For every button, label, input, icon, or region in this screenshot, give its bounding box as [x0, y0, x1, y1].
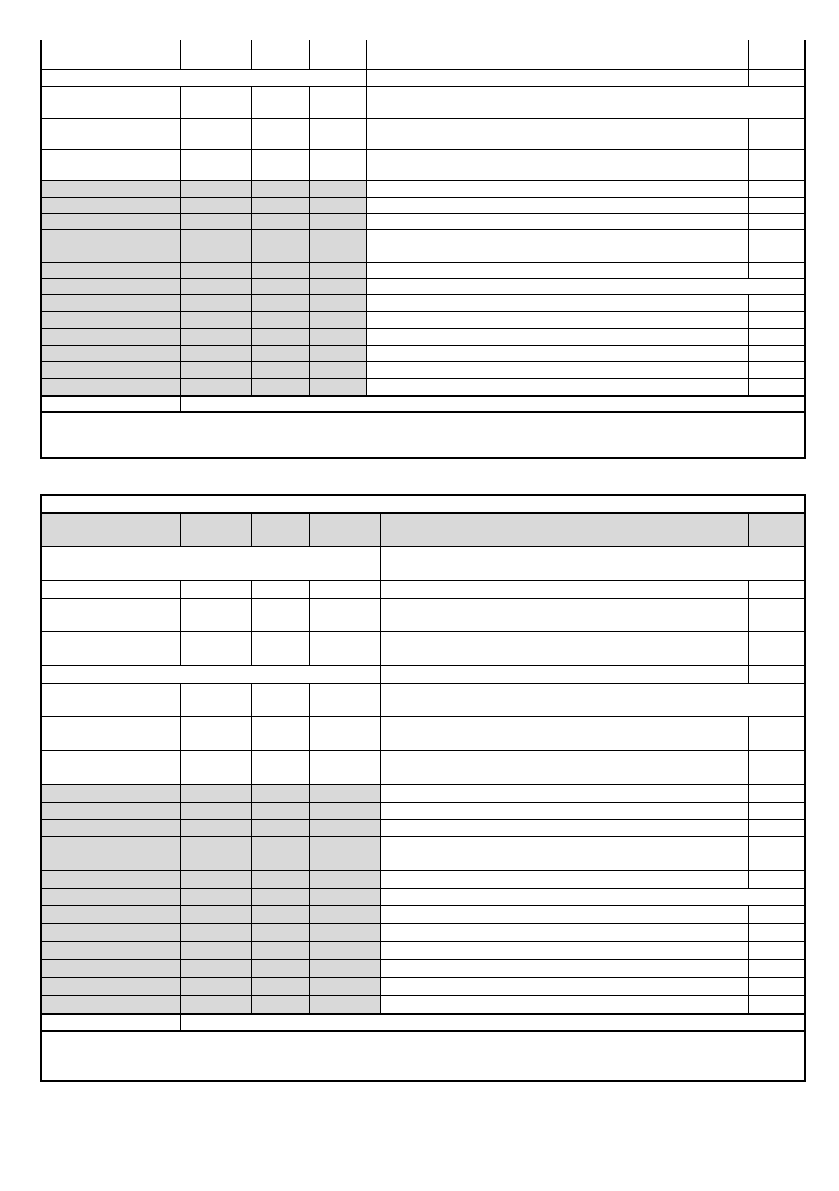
column-rule	[180, 40, 181, 69]
row-rule	[40, 197, 806, 198]
row-rule	[40, 631, 806, 632]
row-rule	[40, 750, 806, 751]
column-rule	[748, 40, 749, 86]
column-rule	[40, 40, 42, 459]
row-rule	[40, 941, 806, 942]
column-rule	[309, 86, 310, 397]
column-rule	[251, 683, 252, 1014]
row-rule	[40, 905, 806, 906]
row-rule	[40, 262, 806, 263]
column-rule	[180, 513, 181, 546]
row-rule	[40, 959, 806, 960]
column-rule	[40, 494, 42, 1082]
column-rule	[180, 86, 181, 411]
row-rule	[40, 180, 806, 181]
row-rule	[40, 395, 806, 397]
column-rule	[251, 40, 252, 69]
row-rule	[40, 802, 806, 803]
column-rule	[804, 494, 806, 1082]
row-rule	[40, 149, 806, 150]
table-title-row	[42, 496, 804, 512]
column-rule	[748, 513, 749, 546]
column-rule	[748, 294, 749, 395]
row-rule	[40, 512, 806, 514]
row-rule	[40, 977, 806, 978]
row-rule	[40, 665, 806, 666]
row-rule	[40, 923, 806, 924]
lower-form-table	[40, 494, 806, 1082]
column-rule	[380, 513, 381, 1014]
column-rule	[309, 683, 310, 1014]
row-rule	[40, 494, 806, 496]
row-rule	[40, 580, 806, 581]
column-rule	[309, 513, 310, 546]
row-rule	[40, 995, 806, 996]
row-rule	[40, 1030, 806, 1032]
column-rule	[251, 580, 252, 665]
upper-form-table	[40, 40, 806, 459]
row-rule	[40, 278, 806, 279]
column-rule	[748, 870, 749, 888]
row-rule	[40, 69, 806, 70]
row-rule	[40, 294, 806, 295]
row-rule	[40, 546, 806, 547]
row-rule	[40, 213, 806, 214]
header-row-shade	[40, 513, 806, 546]
row-rule	[40, 411, 806, 413]
column-rule	[366, 40, 367, 397]
column-rule	[748, 118, 749, 180]
column-rule	[804, 40, 806, 459]
row-rule	[40, 378, 806, 379]
column-rule	[748, 580, 749, 683]
row-rule	[40, 229, 806, 230]
row-rule	[40, 819, 806, 820]
row-rule	[40, 683, 806, 684]
row-rule	[40, 1013, 806, 1015]
row-rule	[40, 311, 806, 312]
column-rule	[748, 262, 749, 278]
column-rule	[309, 40, 310, 69]
row-rule	[40, 457, 806, 459]
row-rule	[40, 328, 806, 329]
row-rule	[40, 716, 806, 717]
column-rule	[180, 683, 181, 1030]
row-rule	[40, 784, 806, 785]
row-rule	[40, 345, 806, 346]
column-rule	[251, 513, 252, 546]
column-rule	[180, 580, 181, 665]
column-rule	[748, 180, 749, 262]
column-rule	[748, 905, 749, 1013]
row-rule	[40, 888, 806, 889]
column-rule	[748, 716, 749, 870]
row-rule	[40, 118, 806, 119]
row-rule	[40, 361, 806, 362]
row-rule	[40, 836, 806, 837]
row-rule	[40, 86, 806, 87]
column-rule	[309, 580, 310, 665]
column-rule	[251, 86, 252, 397]
row-rule	[40, 598, 806, 599]
row-rule	[40, 870, 806, 871]
row-rule	[40, 1080, 806, 1082]
